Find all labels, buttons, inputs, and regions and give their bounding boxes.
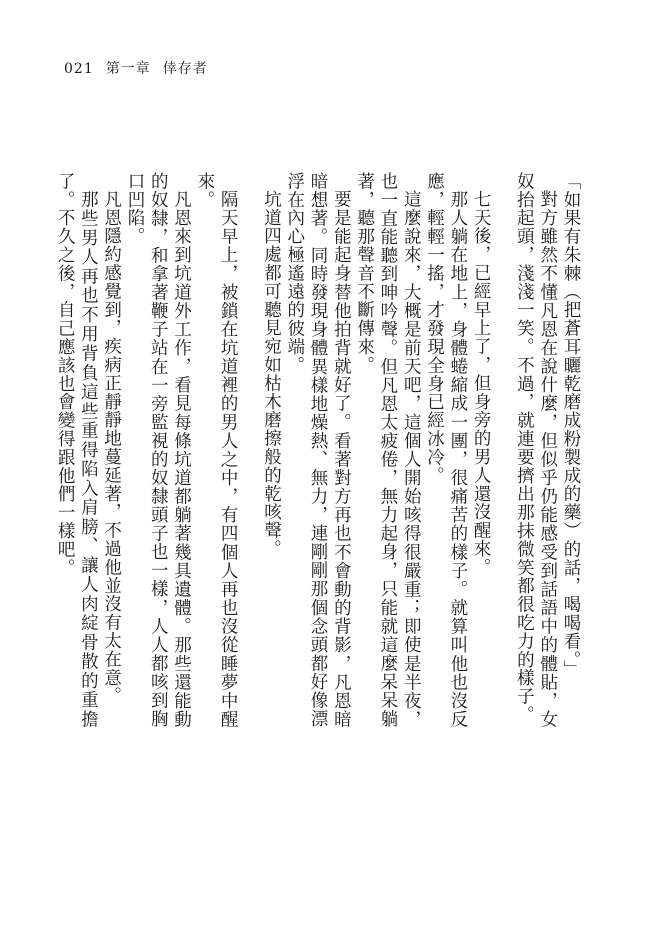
paragraph: 隔天早上，被鎖在坑道裡的男人之中，有四個人再也沒從睡夢中醒來。 [194,172,239,728]
paragraph: 這麼說來，大概是前天吧，這個人開始咳得很嚴重；即使是半夜，也一直能聽到呻吟聲。但凡恩太疲倦，無力起身，只能就這麼呆呆躺著，聽那聲音不斷傳來。 [354,172,422,728]
paragraph: 那人躺在地上，身體蜷縮成一團，很痛苦的樣子。就算叫他也沒反應，輕輕一搖，才發現全身已經冰冷。 [424,172,468,728]
paragraph: 對方雖然不懂凡恩在說什麼，但似乎仍能感受到話語中的體貼，女奴抬起頭，淺淺一笑。不過，就連要擠出那抹微笑都很吃力的樣子。 [514,172,558,728]
paragraph: 凡恩來到坑道外工作，看見每條坑道都躺著幾具遺體。那些還能動的奴隸，和拿著鞭子站在一旁監視的奴隸頭子也一樣，人人都咳到胸口凹陷。 [124,172,192,728]
vertical-text-body [55,172,582,728]
page-number: 021 [64,61,94,77]
paragraph: 七天後，已經早上了，但身旁的男人還沒醒來。 [471,189,492,576]
paragraph: 「如果有朱棘（把蒼耳曬乾磨成粉製成的藥）的話，喝喝看。」 [561,172,581,679]
chapter-label: 第一章 [105,61,151,77]
paragraph: 凡恩隱約感覺到，疾病正靜靜地蔓延著，不過他並沒有太在意。 [101,189,122,705]
paragraph: 坑道四處都可聽見宛如枯木磨擦般的乾咳聲。 [261,189,282,558]
running-header [64,58,220,78]
paragraph: 那些男人再也不用背負這些重得陷入肩膀、讓人肉綻骨散的重擔了。不久之後，自己應該也會變得跟他們一樣吧。 [55,172,99,728]
chapter-title: 倖存者 [162,61,208,77]
paragraph: 要是能起身替他拍背就好了。看著對方再也不會動的背影，凡恩暗暗想著。同時發現身體異樣地燥熱、無力，連剛剛那個念頭都好像漂浮在內心極遙遠的彼端。 [284,172,352,728]
